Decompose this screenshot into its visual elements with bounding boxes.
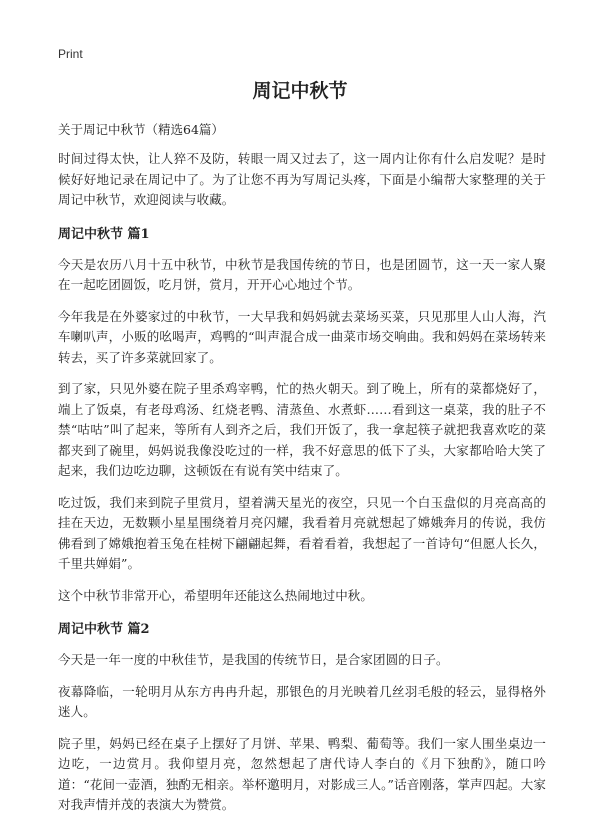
paragraph: 院子里，妈妈已经在桌子上摆好了月饼、苹果、鸭梨、葡萄等。我们一家人围坐桌边一边吃，一边赏月。我仰望月亮，忽然想起了唐代诗人李白的《月下独酌》，随口吟道：“花间一壶酒，独酌无相亲。举杯邀明月，对影成三人。”话音刚落，掌声四起。大家对我声情并茂的表演大为赞赏。: [58, 735, 546, 812]
document-subtitle: 关于周记中秋节（精选64篇）: [58, 122, 224, 137]
paragraph: 今年我是在外婆家过的中秋节，一大早我和妈妈就去菜场买菜，只见那里人山人海，汽车喇叭声，小贩的吆喝声，鸡鸭的“叫声混合成一曲菜市场交响曲。我和妈妈在菜场转来转去，买了许多菜就回家了。: [58, 308, 546, 365]
document-title: 周记中秋节: [252, 80, 348, 102]
print-link[interactable]: Print: [58, 47, 83, 61]
paragraph: 到了家，只见外婆在院子里杀鸡宰鸭，忙的热火朝天。到了晚上，所有的菜都烧好了，端上了饭桌，有老母鸡汤、红烧老鸭、清蒸鱼、水煮虾……看到这一桌菜，我的肚子不禁“咕咕”叫了起来，等所有人到齐之后，我们开饭了，我一拿起筷子就把我喜欢吃的菜都夹到了碗里，妈妈说我像没吃过的一样，我不好意思的低下了头，大家都哈哈大笑了起来，我们边吃边聊，这顿饭在有说有笑中结束了。: [58, 381, 546, 478]
paragraph: 吃过饭，我们来到院子里赏月，望着满天星光的夜空，只见一个白玉盘似的月亮高高的挂在天边，无数颗小星星围绕着月亮闪耀，我看着月亮就想起了嫦娥奔月的传说，我仿佛看到了嫦娥抱着玉兔在桂树下翩翩起舞，看着看着，我想起了一首诗句“但愿人长久，千里共婵娟”。: [58, 494, 546, 571]
document-body: [58, 120, 546, 827]
section-heading-1: 周记中秋节 篇1: [58, 226, 150, 242]
section-heading-2: 周记中秋节 篇2: [58, 622, 150, 637]
paragraph: 这个中秋节非常开心，希望明年还能这么热闹地过中秋。: [58, 587, 374, 603]
intro-paragraph: 时间过得太快，让人猝不及防，转眼一周又过去了，这一周内让你有什么启发呢？是时候好好地记录在周记中了。为了让您不再为写周记头疼，下面是小编帮大家整理的关于周记中秋节，欢迎阅读与收藏。: [58, 151, 546, 207]
paragraph: 今天是农历八月十五中秋节，中秋节是我国传统的节日，也是团圆节，这一天一家人聚在一起吃团圆饭，吃月饼，赏月，开开心心地过个节。: [58, 256, 546, 292]
paragraph: 今天是一年一度的中秋佳节，是我国的传统节日，是合家团圆的日子。: [58, 652, 449, 667]
paragraph: 夜幕降临，一轮明月从东方冉冉升起，那银色的月光映着几丝羽毛般的轻云，显得格外迷人。: [58, 683, 546, 719]
